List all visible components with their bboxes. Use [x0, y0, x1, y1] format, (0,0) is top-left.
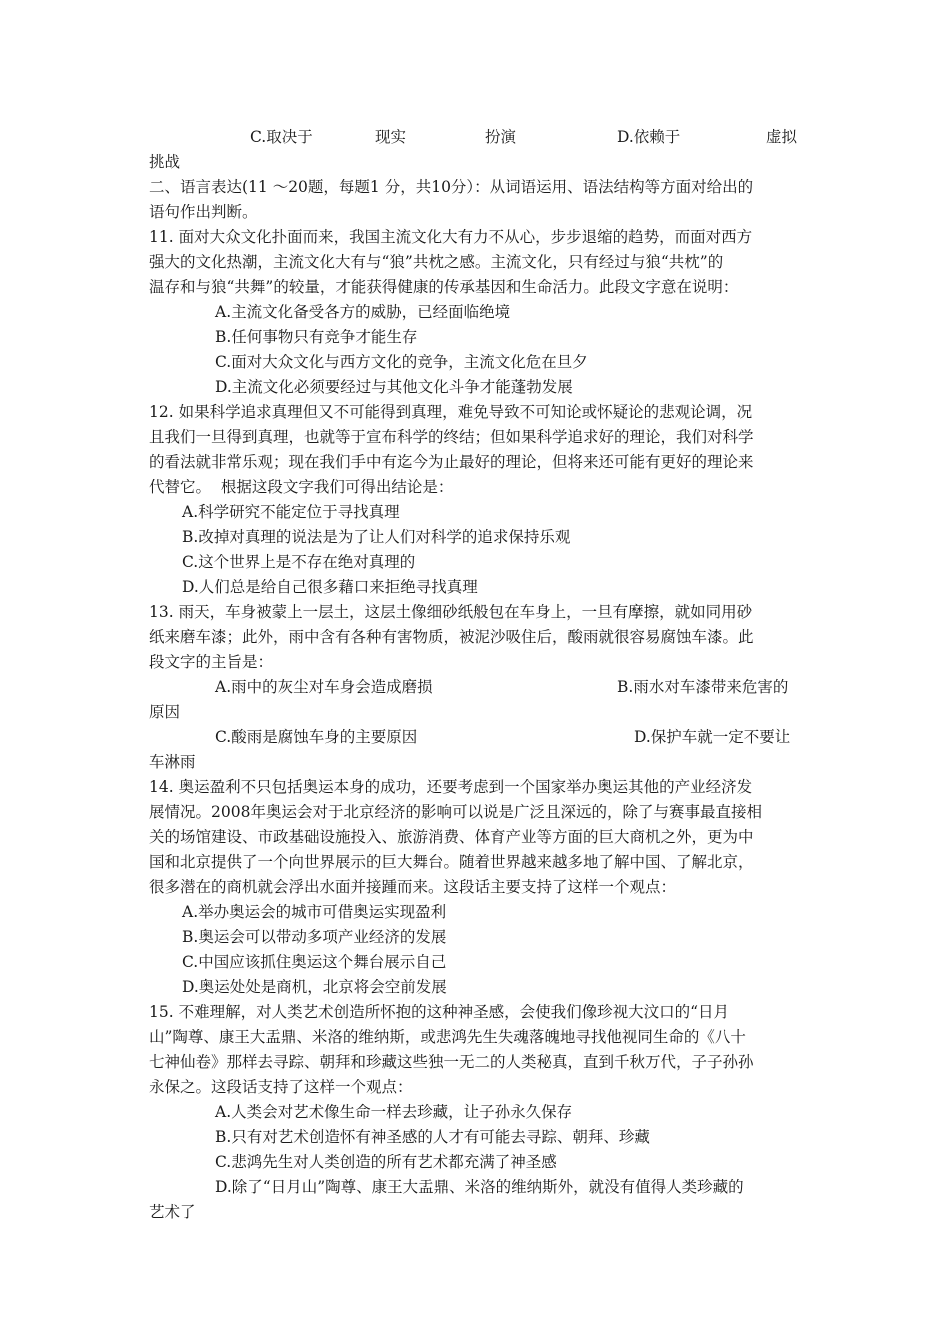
q14-option-d: D.奥运处处是商机，北京将会空前发展	[182, 978, 447, 996]
q11-option-c: C.面对大众文化与西方文化的竞争，主流文化危在旦夕	[215, 353, 588, 371]
q13-stem-line: 段文字的主旨是：	[149, 653, 274, 671]
q15-option-a: A.人类会对艺术像生命一样去珍藏，让子孙永久保存	[215, 1103, 573, 1121]
q15-option-d-wrap: 艺术了	[149, 1203, 196, 1221]
q13-stem-line: 纸来磨车漆；此外，雨中含有各种有害物质，被泥沙吸住后，酸雨就很容易腐蚀车漆。此	[149, 628, 754, 646]
section-heading: 二、语言表达(11 ～20题，每题1 分，共10分）：从词语运用、语法结构等方面对给出的	[149, 178, 754, 196]
q14-stem-line: 关的场馆建设、市政基础设施投入、旅游消费、体育产业等方面的巨大商机之外，更为中	[149, 828, 754, 846]
q12-stem-line: 代替它。 根据这段文字我们可得出结论是：	[149, 478, 454, 496]
q14-stem-line: 很多潜在的商机就会浮出水面并接踵而来。这段话主要支持了这样一个观点：	[149, 878, 677, 896]
q15-option-b: B.只有对艺术创造怀有神圣感的人才有可能去寻踪、朝拜、珍藏	[215, 1128, 650, 1146]
q14-stem-line: 国和北京提供了一个向世界展示的巨大舞台。随着世界越来越多地了解中国、了解北京，	[149, 853, 754, 871]
q12-option-a: A.科学研究不能定位于寻找真理	[182, 503, 400, 521]
q14-option-b: B.奥运会可以带动多项产业经济的发展	[182, 928, 447, 946]
q15-option-c: C.悲鸿先生对人类创造的所有艺术都充满了神圣感	[215, 1153, 557, 1171]
q13-option-b-wrap: 原因	[149, 703, 181, 721]
q15-stem-line: 15. 不难理解，对人类艺术创造所怀抱的这种神圣感，会使我们像珍视大汶口的“日月	[149, 1003, 730, 1021]
q12-stem-line: 的看法就非常乐观；现在我们手中有迄今为止最好的理论，但将来还可能有更好的理论来	[149, 453, 754, 471]
q12-stem-line: 12. 如果科学追求真理但又不可能得到真理，难免导致不可知论或怀疑论的悲观论调，况	[149, 403, 753, 421]
q13-option-d-wrap: 车淋雨	[149, 753, 196, 771]
prev-option-c-label: C.取决于	[250, 128, 313, 146]
q12-option-b: B.改掉对真理的说法是为了让人们对科学的追求保持乐观	[182, 528, 571, 546]
prev-option-c-word3: 扮演	[485, 128, 517, 146]
q11-stem-line: 11. 面对大众文化扑面而来，我国主流文化大有力不从心，步步退缩的趋势，而面对西方	[149, 228, 753, 246]
q13-option-d: D.保护车就一定不要让	[634, 728, 791, 746]
q14-stem-line: 14. 奥运盈利不只包括奥运本身的成功，还要考虑到一个国家举办奥运其他的产业经济发	[149, 778, 753, 796]
q12-stem-line: 且我们一旦得到真理，也就等于宣布科学的终结；但如果科学追求好的理论，我们对科学	[149, 428, 754, 446]
q12-option-d: D.人们总是给自己很多藉口来拒绝寻找真理	[182, 578, 478, 596]
q15-stem-line: 永保之。这段话支持了这样一个观点：	[149, 1078, 413, 1096]
prev-option-d-word2: 虚拟	[766, 128, 798, 146]
q14-option-c: C.中国应该抓住奥运这个舞台展示自己	[182, 953, 447, 971]
q14-option-a: A.举办奥运会的城市可借奥运实现盈利	[182, 903, 447, 921]
q15-stem-line: 山”陶尊、康王大盂鼎、米洛的维纳斯，或悲鸿先生失魂落魄地寻找他视同生命的《八十	[149, 1028, 746, 1046]
q11-option-d: D.主流文化必须要经过与其他文化斗争才能蓬勃发展	[215, 378, 573, 396]
prev-option-d-wrap: 挑战	[149, 153, 181, 171]
prev-option-d-label: D.依赖于	[617, 128, 681, 146]
q13-stem-line: 13. 雨天，车身被蒙上一层土，这层土像细砂纸般包在车身上，一旦有摩擦，就如同用砂	[149, 603, 753, 621]
section-heading-line2: 语句作出判断。	[149, 203, 258, 221]
q11-stem-line: 强大的文化热潮，主流文化大有与“狼”共枕之感。主流文化，只有经过与狼“共枕”的	[149, 253, 724, 271]
q11-option-a: A.主流文化备受各方的威胁，已经面临绝境	[215, 303, 511, 321]
q15-option-d: D.除了“日月山”陶尊、康王大盂鼎、米洛的维纳斯外，就没有值得人类珍藏的	[215, 1178, 744, 1196]
q13-option-a: A.雨中的灰尘对车身会造成磨损	[215, 678, 433, 696]
q14-stem-line: 展情况。2008年奥运会对于北京经济的影响可以说是广泛且深远的，除了与赛事最直接相	[149, 803, 762, 821]
q13-option-c: C.酸雨是腐蚀车身的主要原因	[215, 728, 418, 746]
prev-option-c-word2: 现实	[375, 128, 407, 146]
q11-stem-line: 温存和与狼“共舞”的较量，才能获得健康的传承基因和生命活力。此段文字意在说明：	[149, 278, 739, 296]
q12-option-c: C.这个世界上是不存在绝对真理的	[182, 553, 416, 571]
q13-option-b: B.雨水对车漆带来危害的	[617, 678, 789, 696]
q11-option-b: B.任何事物只有竞争才能生存	[215, 328, 418, 346]
q15-stem-line: 七神仙卷》那样去寻踪、朝拜和珍藏这些独一无二的人类秘真，直到千秋万代，子子孙孙	[149, 1053, 754, 1071]
